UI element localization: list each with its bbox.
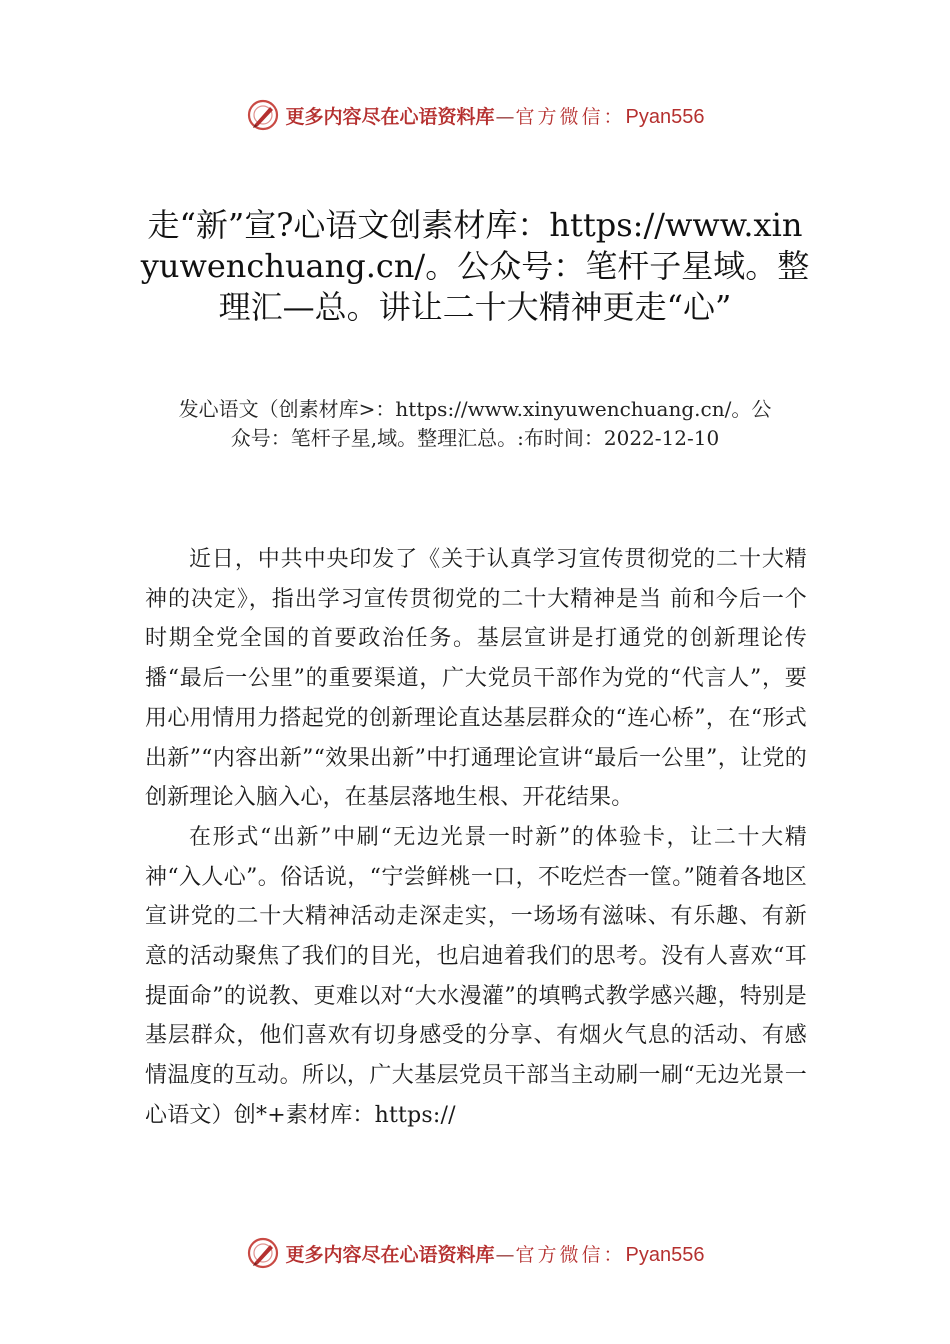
wechat-id: Pyan556 (625, 1243, 705, 1266)
header-banner (0, 95, 950, 135)
pen-logo-icon (246, 1236, 280, 1270)
banner-text (286, 102, 705, 129)
wechat-label: 官方微信： (515, 1243, 626, 1266)
library-name: 更多内容尽在心语资料库 (285, 1243, 495, 1266)
document-body (145, 540, 807, 1136)
wechat-id: Pyan556 (625, 105, 705, 128)
banner-dash: — (495, 1243, 515, 1266)
banner-dash: — (495, 105, 515, 128)
banner-text (286, 1240, 705, 1267)
body-paragraph: 在形式“出新”中刷“无边光景一时新”的体验卡，让二十大精神“入人心”。俗话说，“宁尝鲜桃一口，不吃烂杏一筐。”随着各地区宣讲党的二十大精神活动走深走实，一场场有滋味、有乐趣、有新意的活动聚焦了我们的目光，也启迪着我们的思考。没有人喜欢“耳提面命”的说教、更难以对“大水漫灌”的填鸭式教学感兴趣，特别是基层群众，他们喜欢有切身感受的分享、有烟火气息的活动、有感情温度的互动。所以，广大基层党员干部当主动刷一刷“无边光景一心语文）创*+素材库：https:// (145, 824, 807, 1128)
pen-logo-icon (246, 98, 280, 132)
wechat-label: 官方微信： (515, 105, 626, 128)
library-name: 更多内容尽在心语资料库 (285, 105, 495, 128)
footer-banner (0, 1233, 950, 1273)
body-paragraph: 近日，中共中央印发了《关于认真学习宣传贯彻党的二十大精神的决定》，指出学习宣传贯彻党的二十大精神是当 前和今后一个时期全党全国的首要政治任务。基层宣讲是打通党的创新理论传播“最后一公里”的重要渠道，广大党员干部作为党的“代言人”，要用心用情用力搭起党的创新理论直达基层群众的“连心桥”，在“形式出新”“内容出新”“效果出新”中打通理论宣讲“最后一公里”，让党的创新理论入脑入心，在基层落地生根、开花结果。 (145, 547, 807, 811)
document-title: 走“新”宣?心语文创素材库：https://www.xinyuwenchuang.cn/。公众号：笔杆子星域。整理汇—总。讲让二十大精神更走“心” (140, 206, 810, 326)
document-subtitle: 发心语文（创素材库>：https://www.xinyuwenchuang.cn/。公众号：笔杆子星,域。整理汇总。:布时间：2022-12-10 (178, 397, 772, 450)
